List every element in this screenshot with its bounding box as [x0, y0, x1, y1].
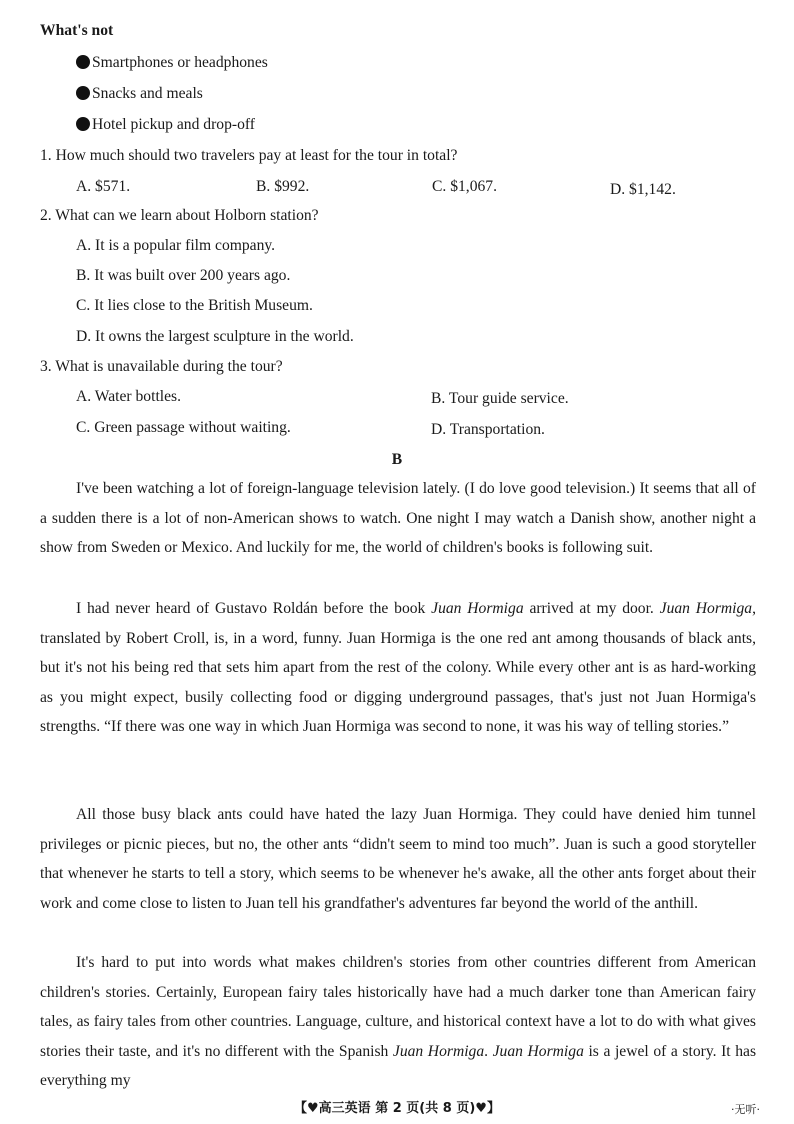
- question-3-stem: 3. What is unavailable during the tour?: [40, 358, 283, 375]
- section-b-label: B: [391, 451, 403, 468]
- bullet-icon: [76, 55, 90, 69]
- list-item: Smartphones or headphones: [76, 53, 268, 73]
- question-1-option-c: C. $1,067.: [432, 178, 497, 195]
- question-3-option-b: B. Tour guide service.: [431, 390, 569, 407]
- footer-mark: ·无听·: [731, 1103, 760, 1116]
- book-title: Juan Hormiga: [492, 1042, 584, 1060]
- question-2-option-d: D. It owns the largest sculpture in the world.: [76, 328, 354, 345]
- question-2-option-c: C. It lies close to the British Museum.: [76, 297, 313, 314]
- passage-paragraph-3: All those busy black ants could have hated the lazy Juan Hormiga. They could have denied him tunnel privileges or picnic pieces, but no, the other ants “didn't seem to mind too much”. Juan is such a good storyteller that whenever he starts to tell a story, which seems to be whenever he's awake, all the other ants forget about their work and come close to listen to Juan tell his grandfather's adventures far beyond the world of the anthill.: [40, 806, 756, 912]
- question-2-option-a: A. It is a popular film company.: [76, 237, 276, 254]
- question-1-option-a: A. $571.: [76, 178, 131, 195]
- question-3-option-d: D. Transportation.: [431, 421, 545, 438]
- question-1-option-b: B. $992.: [256, 178, 310, 195]
- question-2-stem: 2. What can we learn about Holborn station?: [40, 207, 319, 224]
- passage-paragraph-2: I had never heard of Gustavo Roldán before the book Juan Hormiga arrived at my door. Juan Hormiga, translated by Robert Croll, is, in a word, funny. Juan Hormiga is the one red ant among thousands of black ants, but it's not his being red that sets him apart from the rest of the colony. While every other ant is as hard-working as you might expect, busily collecting food or digging underground passages, that's just not Juan Hormiga's strengths. “If there was one way in which Juan Hormiga was second to none, it was his way of telling stories.”: [40, 600, 757, 735]
- question-3-option-a: A. Water bottles.: [76, 388, 181, 405]
- book-title: Juan Hormiga: [659, 600, 753, 617]
- list-item: Snacks and meals: [76, 84, 203, 104]
- question-3-option-c: C. Green passage without waiting.: [76, 419, 291, 436]
- book-title: Juan Hormiga: [392, 1042, 485, 1060]
- question-1-option-d: D. $1,142.: [610, 181, 676, 198]
- whats-not-heading: What's not: [40, 22, 114, 39]
- passage-paragraph-1: I've been watching a lot of foreign-language television lately. (I do love good television.) It seems that all of a sudden there is a lot of non-American shows to watch. One night I may watch a Danish show, another night a show from Sweden or Mexico. And luckily for me, the world of children's books is following suit.: [40, 480, 756, 556]
- passage-paragraph-4: It's hard to put into words what makes children's stories from other countries different from American children's stories. Certainly, European fairy tales historically have had a much darker tone than American fairy tales, as fairy tales from other countries. Language, culture, and historical context have a lot to do with what gives stories their taste, and it's no different with the Spanish Juan Hormiga. Juan Hormiga is a jewel of a story. It has everything my: [40, 954, 757, 1089]
- question-1-stem: 1. How much should two travelers pay at least for the tour in total?: [40, 147, 458, 164]
- bullet-icon: [76, 86, 90, 100]
- book-title: Juan Hormiga: [431, 600, 524, 617]
- list-item: Hotel pickup and drop-off: [76, 115, 255, 135]
- question-2-option-b: B. It was built over 200 years ago.: [76, 267, 291, 284]
- page-footer: 【♥高三英语 第 2 页(共 8 页)♥】: [294, 1101, 500, 1116]
- bullet-icon: [76, 117, 90, 131]
